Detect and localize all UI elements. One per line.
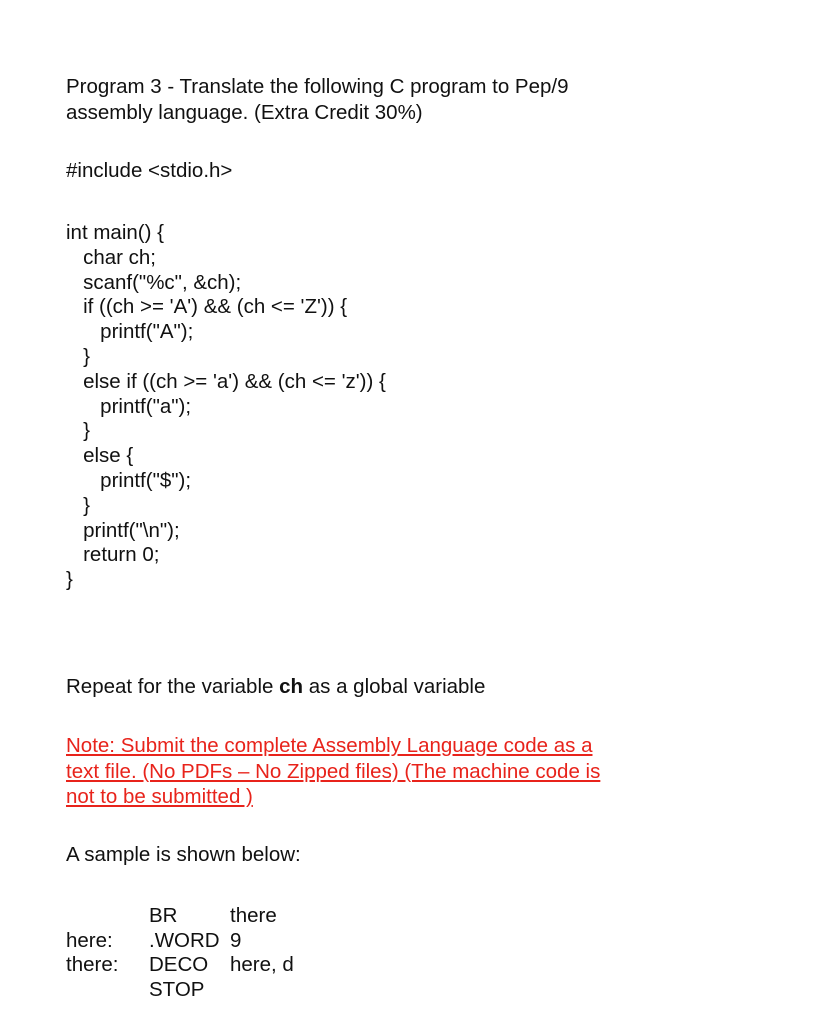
note-line: Note: Submit the complete Assembly Language code as a (66, 734, 593, 757)
repeat-prefix: Repeat for the variable (66, 675, 280, 698)
submission-note (66, 733, 600, 810)
code-line: else { (66, 444, 134, 468)
sample-operand: here, d (230, 953, 294, 976)
sample-label (66, 904, 149, 929)
note-line: text file. (No PDFs – No Zipped files) (The machine code is (66, 759, 601, 783)
title-line: Program 3 - Translate the following C program to Pep/9 (66, 75, 569, 98)
sample-mnemonic: BR (149, 904, 178, 927)
code-line: printf("A"); (66, 320, 194, 344)
code-line: } (66, 419, 90, 443)
code-line: } (66, 493, 90, 517)
code-line: char ch; (66, 245, 157, 269)
code-line: else if ((ch >= 'a') && (ch <= 'z')) { (66, 369, 386, 393)
sample-label (66, 978, 149, 1003)
title-line: assembly language. (Extra Credit 30%) (66, 100, 423, 124)
code-line: return 0; (66, 543, 160, 567)
code-line: int main() { (66, 221, 164, 244)
sample-row (66, 978, 294, 1003)
sample-operand: there (230, 904, 277, 927)
repeat-suffix: as a global variable (303, 675, 486, 698)
code-line: } (66, 344, 90, 368)
sample-label: here: (66, 928, 113, 952)
sample-operand: 9 (230, 928, 242, 952)
sample-row (66, 929, 294, 954)
code-line: } (66, 568, 73, 592)
include-directive: #include <stdio.h> (66, 159, 233, 182)
code-line: printf("a"); (66, 394, 192, 418)
code-line: scanf("%c", &ch); (66, 270, 242, 294)
sample-intro: A sample is shown below: (66, 843, 301, 866)
sample-mnemonic: .WORD (149, 928, 220, 952)
sample-mnemonic: DECO (149, 953, 209, 976)
note-line: not to be submitted ) (66, 785, 253, 808)
code-line: if ((ch >= 'A') && (ch <= 'Z')) { (66, 295, 348, 319)
sample-row (66, 904, 294, 929)
assembly-sample (66, 904, 294, 1002)
code-line: printf("$"); (66, 468, 192, 492)
sample-row (66, 953, 294, 978)
repeat-variable-name: ch (279, 675, 304, 698)
code-line: printf("\n"); (66, 518, 180, 542)
repeat-instruction (66, 675, 485, 700)
assignment-title (66, 74, 569, 125)
sample-label: there: (66, 953, 119, 976)
c-code-block (66, 221, 386, 593)
sample-mnemonic: STOP (149, 977, 205, 1001)
